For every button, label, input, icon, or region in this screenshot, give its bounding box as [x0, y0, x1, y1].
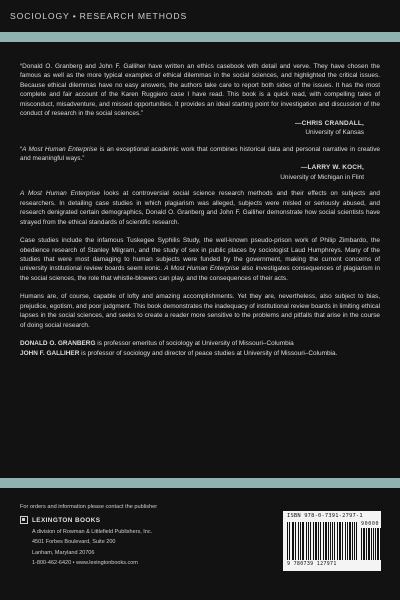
- category-sociology: SOCIOLOGY: [10, 11, 70, 21]
- praise-quote-2: [20, 145, 380, 164]
- publisher-name: LEXINGTON BOOKS: [32, 516, 101, 524]
- barcode-bars: [287, 521, 380, 564]
- category-research-methods: RESEARCH METHODS: [79, 11, 188, 21]
- barcode-digits: 9 780739 127971: [287, 561, 337, 567]
- description-paragraph-1-text: looks at controversial social science research methods and their effects on subjects and researchers. In detailing case studies in which plagiarism was alleged, subjects were misled or seriously abused, and research denigrated certain demographics, Donald O. Granberg and John F. Galliher demonstrate how social scientists have strayed from the ethical standards of scientific research.: [20, 190, 380, 226]
- address-line-4: 1-800-462-6420 • www.lexingtonbooks.com: [32, 560, 138, 567]
- author-bio-1: [20, 339, 380, 348]
- isbn-barcode: [283, 511, 381, 571]
- book-title-ref: A Most Human Enterprise: [164, 265, 240, 273]
- isbn-number: ISBN 978-0-7391-2797-1: [287, 513, 363, 519]
- author-bio-text-1: is professor emeritus of sociology at University of Missouri–Columbia: [95, 340, 294, 348]
- barcode-addon-number: 90000: [361, 521, 380, 527]
- praise-name-2: —LARRY W. KOCH,: [300, 164, 364, 172]
- publisher-footer: [0, 488, 400, 600]
- quote-open-mark: “: [20, 145, 23, 153]
- description-paragraph-3: Humans are, of course, capable of lofty and amazing accomplishments. Yet they are, nevertheless, also subject to bias, prejudice, egotism, and poor judgment. This book demonstrates the inadequacy of institutional review boards in limiting ethical lapses in the social sciences, and seeks to create a reader more sensitive to the problems and pitfalls that arise in the course of doing social research.: [20, 293, 380, 329]
- back-cover-text: [20, 62, 380, 358]
- praise-attribution-1: [20, 119, 380, 138]
- address-line-3: Lanham, Maryland 20706: [32, 549, 95, 556]
- praise-affiliation-1: University of Kansas: [305, 129, 364, 137]
- author-name-1: DONALD O. GRANBERG: [20, 340, 96, 348]
- praise-attribution-2: [20, 163, 380, 182]
- praise-affiliation-2: University of Michigan in Flint: [280, 173, 364, 181]
- publisher-logo: [20, 516, 100, 524]
- praise-quote-1: “Donald O. Granberg and John F. Galliher have written an ethics casebook with detail and verve. They have chosen the famous as well as the more typical examples of ethical dilemmas in the social sciences, and highlighted the critical issues. Because ethical dilemmas have no easy answers, the authors take care to report both sides of the issues. It has the most complete and fair account of the Karen Ruggiero case I have read. This book is a quick read, with compelling tales of misconduct, misadventure, and missed opportunities. It provides an ideal starting point for investigation and discussion of the conduct of research in the social sciences.”: [20, 63, 380, 118]
- description-paragraph-2-rest: also investigates consequences of plagiarism in the social sciences, the role that whistle-blowers can play, and the consequences of their acts.: [20, 265, 380, 282]
- author-bio-text-2: is professor of sociology and director of peace studies at University of Missouri–Columbia.: [79, 349, 338, 357]
- praise-quote-2-text: is an exceptional academic work that combines historical data and personal narrative in creative and meaningful ways.”: [20, 145, 380, 162]
- barcode-bar: [356, 522, 357, 560]
- description-paragraph-2-text: Case studies include the infamous Tuskegee Syphilis Study, the well-known pseudo-prison work of Philip Zimbardo, the obedience research of Stanley Milgram, and the study of sex in public places by sociologist Laud Humphreys. Many of the studies that were most damaging to human subjects were funded by the government, making the current concerns of university institutional review boards seem ironic.: [20, 237, 380, 273]
- top-accent-stripe: [0, 32, 400, 42]
- header: [0, 0, 400, 32]
- barcode-addon-bars: [361, 521, 381, 560]
- order-info-line: For orders and information please contact the publisher: [20, 504, 158, 510]
- book-title-ref: A Most Human Enterprise: [22, 145, 98, 153]
- praise-name-1: —CHRIS CRANDALL,: [294, 119, 364, 127]
- category-label: [10, 11, 400, 21]
- description-paragraph-2: [20, 236, 380, 283]
- bottom-accent-stripe: [0, 478, 400, 488]
- book-title-ref: A Most Human Enterprise: [20, 190, 100, 198]
- address-line-1: A division of Rowman & Littlefield Publishers, Inc.: [32, 529, 153, 535]
- barcode-bar: [380, 528, 381, 560]
- publisher-address: [32, 527, 152, 569]
- category-separator: •: [72, 11, 77, 21]
- address-line-2: 4501 Forbes Boulevard, Suite 200: [32, 539, 116, 546]
- author-bio-2: [20, 349, 380, 358]
- author-name-2: JOHN F. GALLIHER: [20, 349, 80, 357]
- barcode-main-bars: [287, 522, 357, 560]
- publisher-logo-icon: [20, 516, 28, 524]
- description-paragraph-1: [20, 189, 380, 227]
